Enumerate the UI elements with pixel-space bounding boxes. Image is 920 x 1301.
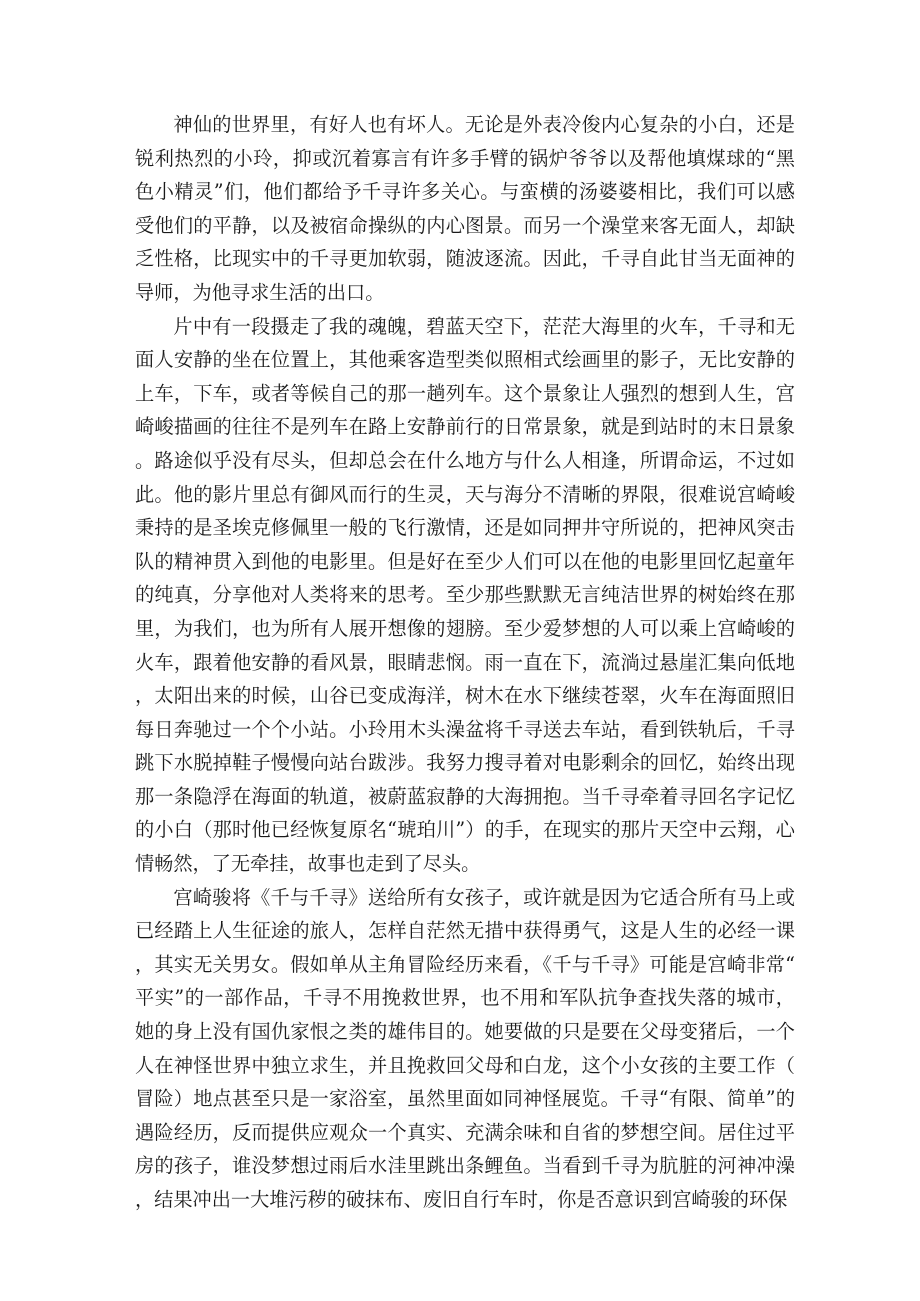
document-body [135,108,795,1217]
paragraph-2: 片中有一段摄走了我的魂魄，碧蓝天空下，茫茫大海里的火车，千寻和无面人安静的坐在位置上，其他乘客造型类似照相式绘画里的影子，无比安静的上车，下车，或者等候自己的那一趟列车。这个景象让人强烈的想到人生，宫崎峻描画的往往不是列车在路上安静前行的日常景象，就是到站时的末日景象。路途似乎没有尽头，但却总会在什么地方与什么人相逢，所谓命运，不过如此。他的影片里总有御风而行的生灵，天与海分不清晰的界限，很难说宫崎峻秉持的是圣埃克修佩里一般的飞行激情，还是如同押井守所说的，把神风突击队的精神贯入到他的电影里。但是好在至少人们可以在他的电影里回忆起童年的纯真，分享他对人类将来的思考。至少那些默默无言纯洁世界的树始终在那里，为我们，也为所有人展开想像的翅膀。至少爱梦想的人可以乘上宫崎峻的火车，跟着他安静的看风景，眼睛悲悯。雨一直在下，流淌过悬崖汇集向低地，太阳出来的时候，山谷已变成海洋，树木在水下继续苍翠，火车在海面照旧每日奔驰过一个个小站。小玲用木头澡盆将千寻送去车站，看到铁轨后，千寻跳下水脱掉鞋子慢慢向站台跋涉。我努力搜寻着对电影剩余的回忆，始终出现那一条隐浮在海面的轨道，被蔚蓝寂静的大海拥抱。当千寻牵着寻回名字记忆的小白（那时他已经恢复原名“琥珀川”）的手，在现实的那片天空中云翔，心情畅然，了无牵挂，故事也走到了尽头。 [135,314,795,876]
paragraph-1: 神仙的世界里，有好人也有坏人。无论是外表冷俊内心复杂的小白，还是锐利热烈的小玲，抑或沉着寡言有许多手臂的锅炉爷爷以及帮他填煤球的“黑色小精灵”们，他们都给予千寻许多关心。与蛮横的汤婆婆相比，我们可以感受他们的平静，以及被宿命操纵的内心图景。而另一个澡堂来客无面人，却缺乏性格，比现实中的千寻更加软弱，随波逐流。因此，千寻自此甘当无面神的导师，为他寻求生活的出口。 [135,113,795,304]
paragraph-3: 宫崎骏将《千与千寻》送给所有女孩子，或许就是因为它适合所有马上或已经踏上人生征途的旅人，怎样自茫然无措中获得勇气，这是人生的必经一课，其实无关男女。假如单从主角冒险经历来看，《千与千寻》可能是宫崎非常“平实”的一部作品，千寻不用挽救世界，也不用和军队抗争查找失落的城市，她的身上没有国仇家恨之类的雄伟目的。她要做的只是要在父母变猪后，一个人在神怪世界中独立求生，并且挽救回父母和白龙，这个小女孩的主要工作（冒险）地点甚至只是一家浴室，虽然里面如同神怪展览。千寻“有限、简单”的遇险经历，反而提供应观众一个真实、充满余味和自省的梦想空间。居住过平房的孩子，谁没梦想过雨后水洼里跳出条鲤鱼。当看到千寻为肮脏的河神冲澡，结果冲出一大堆污秽的破抹布、废旧自行车时，你是否意识到宫崎骏的环保 [135,885,795,1211]
